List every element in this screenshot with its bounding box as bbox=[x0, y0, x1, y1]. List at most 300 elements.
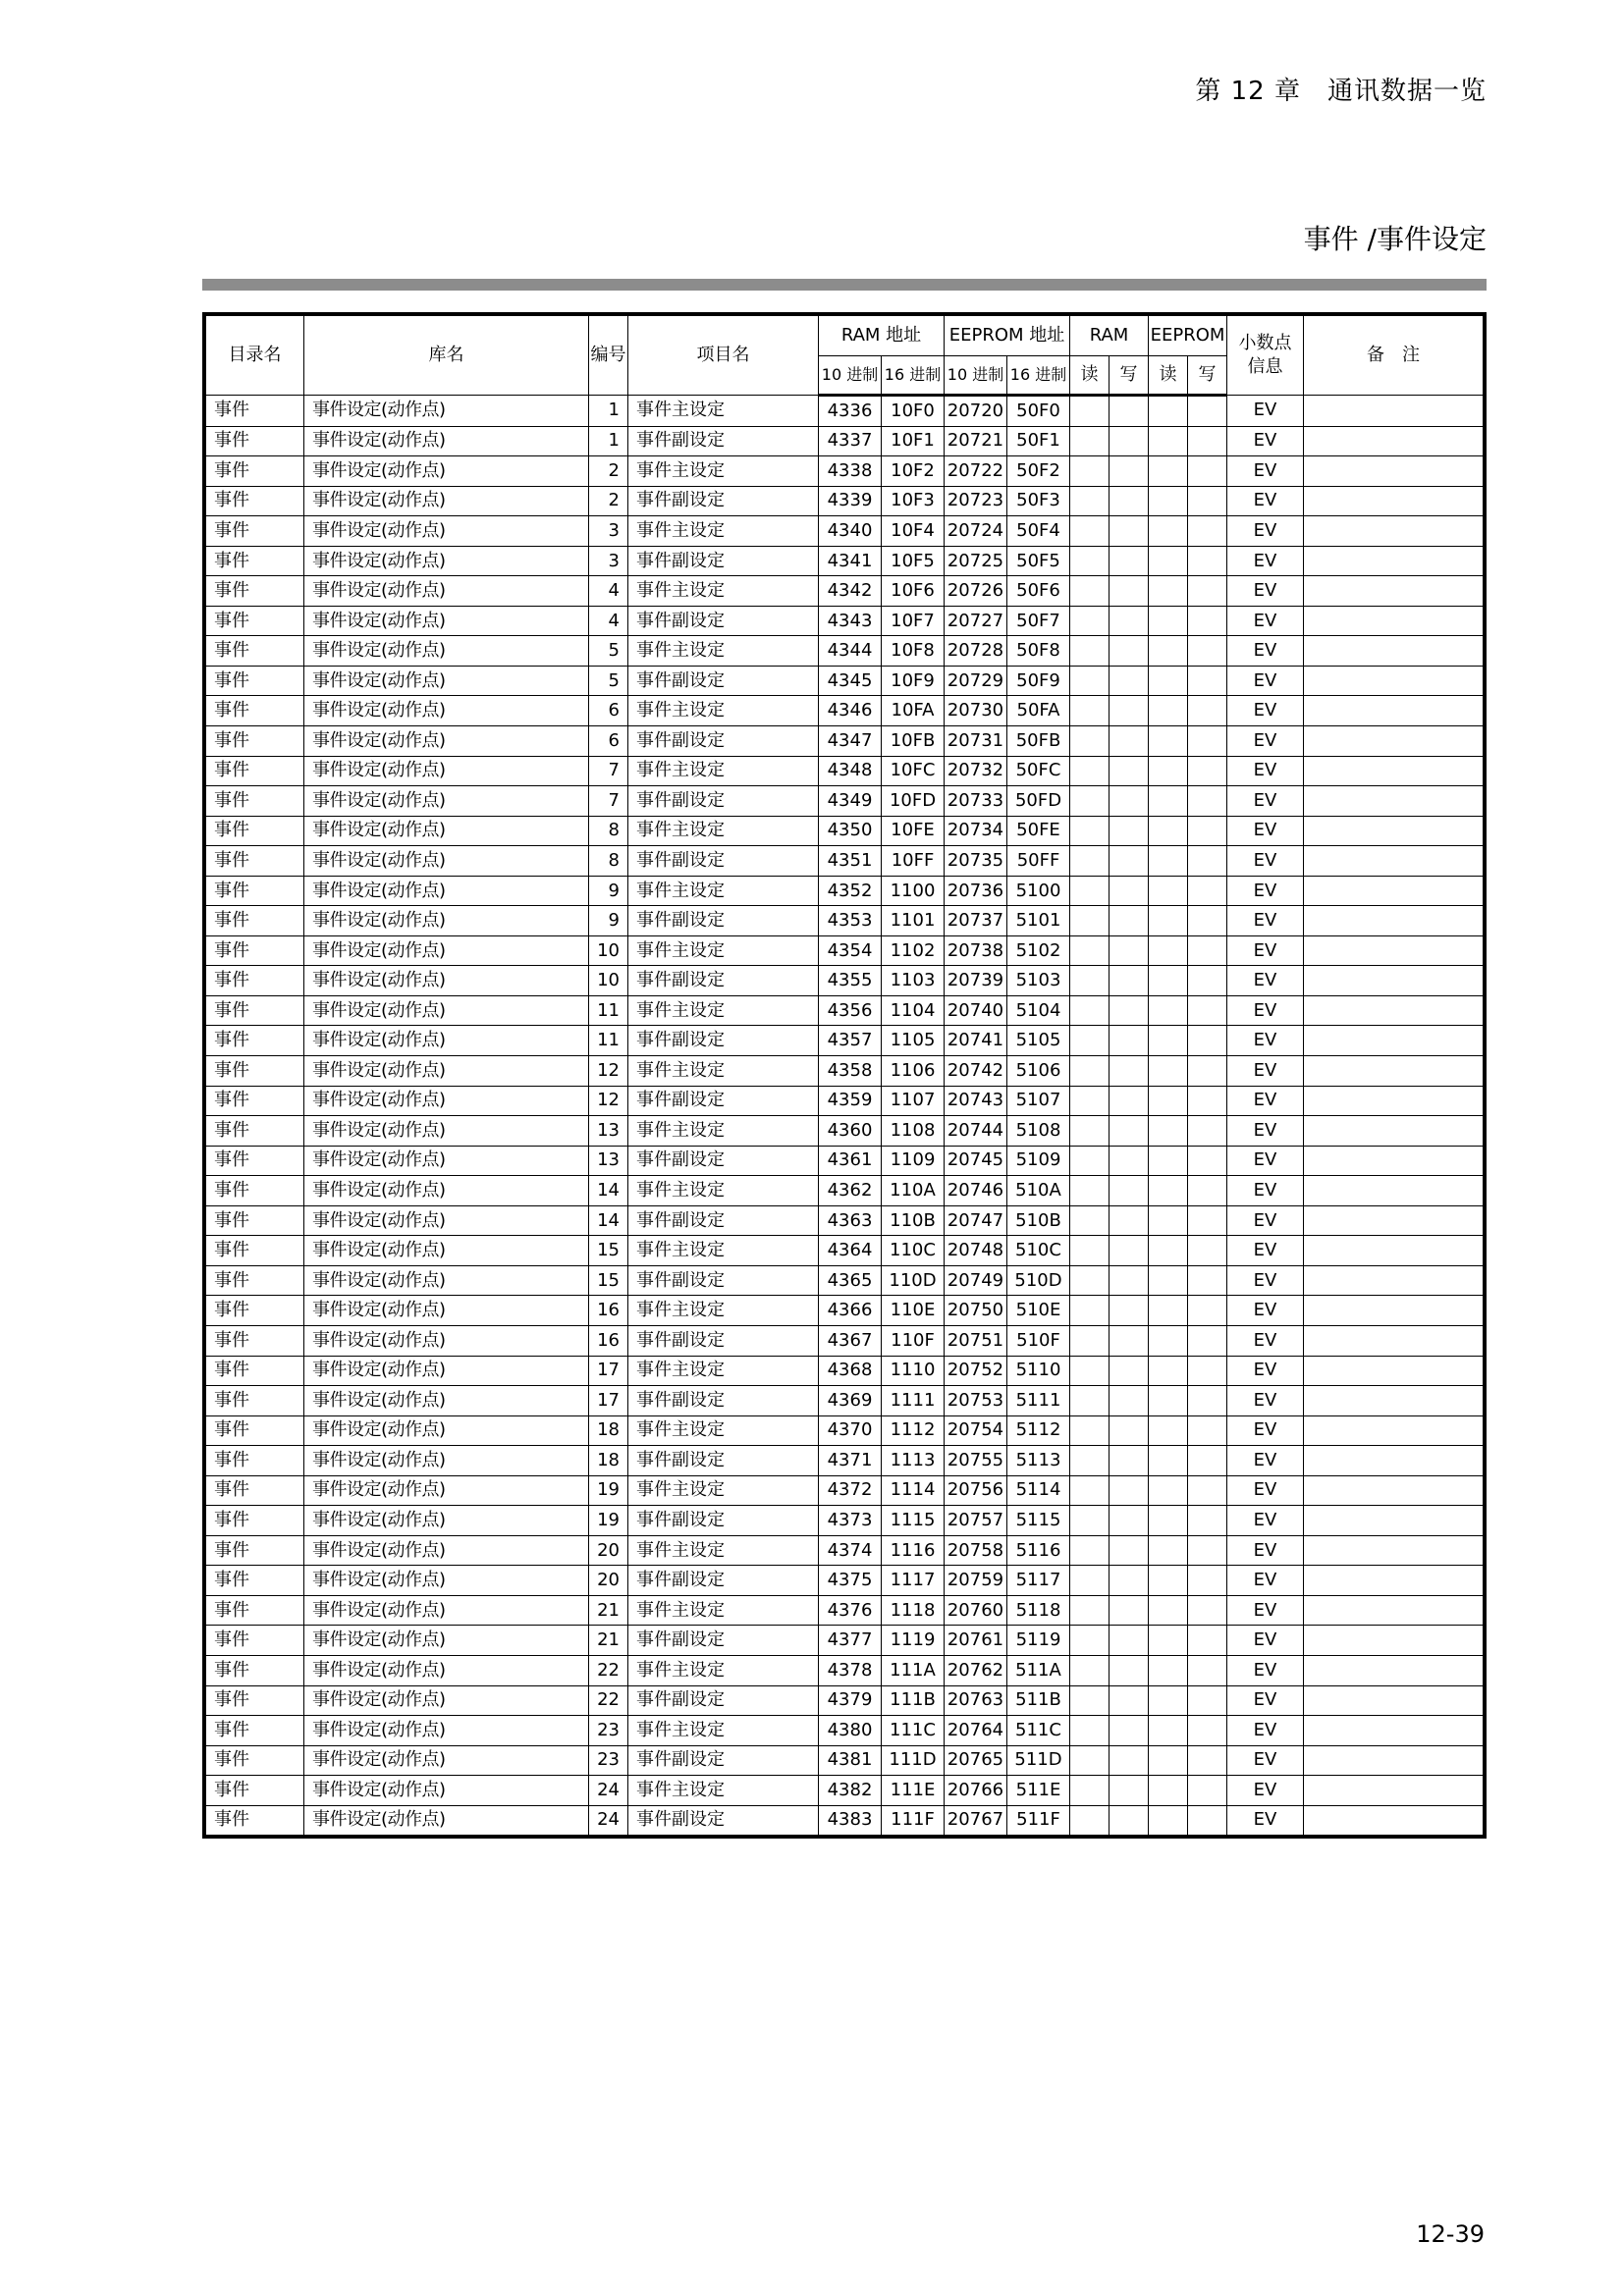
cell-catalog: 事件 bbox=[206, 1776, 304, 1806]
cell-eeprom-hex: 5112 bbox=[1007, 1415, 1070, 1446]
cell-eeprom-hex: 5115 bbox=[1007, 1506, 1070, 1536]
cell-ram-dec: 4355 bbox=[819, 966, 882, 996]
cell-item: 事件副设定 bbox=[628, 1566, 819, 1596]
cell-decimal-info: EV bbox=[1227, 1325, 1304, 1356]
cell-ram-read bbox=[1070, 426, 1110, 456]
table-row bbox=[206, 1535, 1484, 1566]
cell-catalog: 事件 bbox=[206, 576, 304, 607]
cell-catalog: 事件 bbox=[206, 786, 304, 817]
cell-eeprom-read bbox=[1149, 1446, 1188, 1476]
cell-remark bbox=[1304, 1446, 1484, 1476]
cell-library: 事件设定(动作点) bbox=[304, 1566, 589, 1596]
cell-eeprom-read bbox=[1149, 906, 1188, 936]
cell-ram-read bbox=[1070, 1146, 1110, 1176]
cell-ram-dec: 4367 bbox=[819, 1325, 882, 1356]
cell-remark bbox=[1304, 1205, 1484, 1236]
cell-ram-read bbox=[1070, 1506, 1110, 1536]
cell-eeprom-read bbox=[1149, 1566, 1188, 1596]
cell-catalog: 事件 bbox=[206, 696, 304, 726]
cell-eeprom-write bbox=[1188, 576, 1227, 607]
table-row bbox=[206, 1146, 1484, 1176]
cell-decimal-info: EV bbox=[1227, 546, 1304, 576]
cell-eeprom-read bbox=[1149, 816, 1188, 846]
cell-ram-read bbox=[1070, 726, 1110, 757]
cell-eeprom-hex: 510C bbox=[1007, 1236, 1070, 1266]
cell-ram-read bbox=[1070, 876, 1110, 906]
cell-eeprom-write bbox=[1188, 426, 1227, 456]
cell-eeprom-dec: 20721 bbox=[945, 426, 1007, 456]
cell-ram-write bbox=[1110, 1415, 1149, 1446]
cell-eeprom-write bbox=[1188, 1265, 1227, 1296]
cell-remark bbox=[1304, 1566, 1484, 1596]
cell-ram-dec: 4341 bbox=[819, 546, 882, 576]
cell-library: 事件设定(动作点) bbox=[304, 966, 589, 996]
cell-eeprom-read bbox=[1149, 396, 1188, 427]
cell-ram-read bbox=[1070, 786, 1110, 817]
cell-item: 事件主设定 bbox=[628, 1475, 819, 1506]
cell-item: 事件副设定 bbox=[628, 966, 819, 996]
cell-eeprom-write bbox=[1188, 1146, 1227, 1176]
cell-item: 事件主设定 bbox=[628, 816, 819, 846]
cell-ram-read bbox=[1070, 1116, 1110, 1147]
table-row bbox=[206, 486, 1484, 516]
cell-decimal-info: EV bbox=[1227, 396, 1304, 427]
cell-catalog: 事件 bbox=[206, 1265, 304, 1296]
cell-eeprom-read bbox=[1149, 1415, 1188, 1446]
cell-eeprom-read bbox=[1149, 1386, 1188, 1416]
cell-ram-write bbox=[1110, 1805, 1149, 1836]
cell-decimal-info: EV bbox=[1227, 486, 1304, 516]
cell-library: 事件设定(动作点) bbox=[304, 816, 589, 846]
cell-remark bbox=[1304, 1655, 1484, 1685]
cell-ram-dec: 4371 bbox=[819, 1446, 882, 1476]
cell-eeprom-dec: 20733 bbox=[945, 786, 1007, 817]
cell-decimal-info: EV bbox=[1227, 846, 1304, 877]
cell-ram-write bbox=[1110, 1026, 1149, 1056]
cell-catalog: 事件 bbox=[206, 486, 304, 516]
cell-number: 10 bbox=[589, 935, 628, 966]
cell-decimal-info: EV bbox=[1227, 1716, 1304, 1746]
cell-eeprom-read bbox=[1149, 1296, 1188, 1326]
cell-remark bbox=[1304, 906, 1484, 936]
cell-ram-read bbox=[1070, 966, 1110, 996]
cell-eeprom-dec: 20767 bbox=[945, 1805, 1007, 1836]
cell-ram-dec: 4345 bbox=[819, 666, 882, 696]
cell-ram-hex: 110D bbox=[882, 1265, 945, 1296]
cell-item: 事件主设定 bbox=[628, 456, 819, 487]
cell-eeprom-hex: 50F6 bbox=[1007, 576, 1070, 607]
cell-library: 事件设定(动作点) bbox=[304, 1655, 589, 1685]
cell-ram-hex: 111B bbox=[882, 1685, 945, 1716]
cell-eeprom-read bbox=[1149, 1356, 1188, 1386]
table-row bbox=[206, 816, 1484, 846]
cell-eeprom-hex: 50FA bbox=[1007, 696, 1070, 726]
cell-decimal-info: EV bbox=[1227, 1626, 1304, 1656]
cell-decimal-info: EV bbox=[1227, 1236, 1304, 1266]
cell-item: 事件副设定 bbox=[628, 1265, 819, 1296]
cell-catalog: 事件 bbox=[206, 1566, 304, 1596]
cell-eeprom-dec: 20742 bbox=[945, 1056, 1007, 1087]
cell-number: 4 bbox=[589, 606, 628, 636]
table-row bbox=[206, 1116, 1484, 1147]
cell-ram-read bbox=[1070, 1626, 1110, 1656]
cell-catalog: 事件 bbox=[206, 876, 304, 906]
table-row bbox=[206, 1356, 1484, 1386]
cell-decimal-info: EV bbox=[1227, 1205, 1304, 1236]
cell-eeprom-hex: 50F0 bbox=[1007, 396, 1070, 427]
cell-catalog: 事件 bbox=[206, 1745, 304, 1776]
cell-item: 事件主设定 bbox=[628, 516, 819, 547]
cell-ram-write bbox=[1110, 1146, 1149, 1176]
cell-ram-read bbox=[1070, 1236, 1110, 1266]
cell-eeprom-hex: 511A bbox=[1007, 1655, 1070, 1685]
cell-library: 事件设定(动作点) bbox=[304, 1745, 589, 1776]
cell-library: 事件设定(动作点) bbox=[304, 546, 589, 576]
cell-catalog: 事件 bbox=[206, 1296, 304, 1326]
cell-catalog: 事件 bbox=[206, 1506, 304, 1536]
cell-eeprom-read bbox=[1149, 516, 1188, 547]
table-header bbox=[206, 316, 1484, 396]
cell-ram-hex: 1110 bbox=[882, 1356, 945, 1386]
cell-library: 事件设定(动作点) bbox=[304, 1146, 589, 1176]
cell-library: 事件设定(动作点) bbox=[304, 1086, 589, 1116]
cell-ram-hex: 1112 bbox=[882, 1415, 945, 1446]
cell-eeprom-dec: 20724 bbox=[945, 516, 1007, 547]
cell-remark bbox=[1304, 426, 1484, 456]
table-row bbox=[206, 846, 1484, 877]
cell-ram-dec: 4358 bbox=[819, 1056, 882, 1087]
cell-ram-read bbox=[1070, 1056, 1110, 1087]
cell-library: 事件设定(动作点) bbox=[304, 576, 589, 607]
cell-eeprom-hex: 5107 bbox=[1007, 1086, 1070, 1116]
cell-eeprom-read bbox=[1149, 1265, 1188, 1296]
cell-eeprom-dec: 20764 bbox=[945, 1716, 1007, 1746]
cell-item: 事件副设定 bbox=[628, 1146, 819, 1176]
cell-catalog: 事件 bbox=[206, 1236, 304, 1266]
cell-ram-write bbox=[1110, 1685, 1149, 1716]
cell-item: 事件副设定 bbox=[628, 1026, 819, 1056]
cell-decimal-info: EV bbox=[1227, 1415, 1304, 1446]
cell-library: 事件设定(动作点) bbox=[304, 846, 589, 877]
cell-library: 事件设定(动作点) bbox=[304, 876, 589, 906]
cell-remark bbox=[1304, 1745, 1484, 1776]
cell-remark bbox=[1304, 486, 1484, 516]
cell-eeprom-read bbox=[1149, 1805, 1188, 1836]
cell-number: 3 bbox=[589, 516, 628, 547]
cell-item: 事件副设定 bbox=[628, 426, 819, 456]
cell-ram-hex: 110E bbox=[882, 1296, 945, 1326]
cell-eeprom-hex: 5102 bbox=[1007, 935, 1070, 966]
cell-eeprom-read bbox=[1149, 786, 1188, 817]
cell-ram-write bbox=[1110, 1475, 1149, 1506]
cell-eeprom-write bbox=[1188, 1026, 1227, 1056]
cell-eeprom-hex: 50F3 bbox=[1007, 486, 1070, 516]
cell-ram-write bbox=[1110, 846, 1149, 877]
table-row bbox=[206, 1296, 1484, 1326]
cell-eeprom-read bbox=[1149, 1176, 1188, 1206]
cell-eeprom-dec: 20725 bbox=[945, 546, 1007, 576]
table-row bbox=[206, 1176, 1484, 1206]
cell-remark bbox=[1304, 1116, 1484, 1147]
header-eeprom-hex: 16 进制 bbox=[1007, 356, 1070, 396]
cell-ram-hex: 10FF bbox=[882, 846, 945, 877]
cell-eeprom-read bbox=[1149, 1506, 1188, 1536]
cell-ram-hex: 10F4 bbox=[882, 516, 945, 547]
cell-remark bbox=[1304, 546, 1484, 576]
cell-eeprom-read bbox=[1149, 1146, 1188, 1176]
cell-library: 事件设定(动作点) bbox=[304, 1056, 589, 1087]
cell-ram-dec: 4372 bbox=[819, 1475, 882, 1506]
cell-eeprom-read bbox=[1149, 756, 1188, 786]
cell-eeprom-hex: 5118 bbox=[1007, 1595, 1070, 1626]
cell-ram-read bbox=[1070, 396, 1110, 427]
cell-eeprom-read bbox=[1149, 995, 1188, 1026]
cell-ram-read bbox=[1070, 666, 1110, 696]
table-row bbox=[206, 576, 1484, 607]
cell-eeprom-write bbox=[1188, 1116, 1227, 1147]
cell-ram-write bbox=[1110, 606, 1149, 636]
cell-ram-read bbox=[1070, 1386, 1110, 1416]
cell-number: 13 bbox=[589, 1116, 628, 1147]
cell-ram-dec: 4369 bbox=[819, 1386, 882, 1416]
cell-eeprom-write bbox=[1188, 1415, 1227, 1446]
cell-eeprom-write bbox=[1188, 456, 1227, 487]
cell-library: 事件设定(动作点) bbox=[304, 1475, 589, 1506]
cell-ram-read bbox=[1070, 1026, 1110, 1056]
cell-catalog: 事件 bbox=[206, 726, 304, 757]
cell-library: 事件设定(动作点) bbox=[304, 1265, 589, 1296]
cell-number: 17 bbox=[589, 1356, 628, 1386]
cell-library: 事件设定(动作点) bbox=[304, 995, 589, 1026]
cell-catalog: 事件 bbox=[206, 636, 304, 667]
cell-decimal-info: EV bbox=[1227, 1176, 1304, 1206]
cell-eeprom-dec: 20753 bbox=[945, 1386, 1007, 1416]
cell-ram-hex: 10FE bbox=[882, 816, 945, 846]
cell-ram-hex: 1104 bbox=[882, 995, 945, 1026]
cell-remark bbox=[1304, 396, 1484, 427]
table-row bbox=[206, 1595, 1484, 1626]
cell-catalog: 事件 bbox=[206, 396, 304, 427]
cell-catalog: 事件 bbox=[206, 1535, 304, 1566]
cell-ram-dec: 4370 bbox=[819, 1415, 882, 1446]
cell-item: 事件副设定 bbox=[628, 486, 819, 516]
cell-eeprom-hex: 5110 bbox=[1007, 1356, 1070, 1386]
cell-decimal-info: EV bbox=[1227, 995, 1304, 1026]
cell-remark bbox=[1304, 935, 1484, 966]
cell-ram-write bbox=[1110, 1086, 1149, 1116]
cell-ram-dec: 4374 bbox=[819, 1535, 882, 1566]
cell-ram-dec: 4364 bbox=[819, 1236, 882, 1266]
cell-item: 事件主设定 bbox=[628, 1116, 819, 1147]
cell-item: 事件主设定 bbox=[628, 876, 819, 906]
cell-catalog: 事件 bbox=[206, 666, 304, 696]
cell-eeprom-write bbox=[1188, 1176, 1227, 1206]
cell-eeprom-read bbox=[1149, 696, 1188, 726]
table-row bbox=[206, 1265, 1484, 1296]
header-eeprom-dec: 10 进制 bbox=[945, 356, 1007, 396]
cell-eeprom-dec: 20738 bbox=[945, 935, 1007, 966]
cell-remark bbox=[1304, 1805, 1484, 1836]
cell-ram-hex: 10F0 bbox=[882, 396, 945, 427]
cell-ram-write bbox=[1110, 1595, 1149, 1626]
cell-ram-dec: 4343 bbox=[819, 606, 882, 636]
cell-eeprom-write bbox=[1188, 1205, 1227, 1236]
cell-ram-hex: 110C bbox=[882, 1236, 945, 1266]
cell-number: 2 bbox=[589, 486, 628, 516]
cell-ram-hex: 1118 bbox=[882, 1595, 945, 1626]
cell-eeprom-write bbox=[1188, 1236, 1227, 1266]
cell-item: 事件主设定 bbox=[628, 1356, 819, 1386]
cell-decimal-info: EV bbox=[1227, 1745, 1304, 1776]
cell-ram-write bbox=[1110, 486, 1149, 516]
cell-eeprom-hex: 5103 bbox=[1007, 966, 1070, 996]
cell-library: 事件设定(动作点) bbox=[304, 1776, 589, 1806]
cell-eeprom-write bbox=[1188, 1296, 1227, 1326]
cell-remark bbox=[1304, 606, 1484, 636]
table-row bbox=[206, 756, 1484, 786]
cell-item: 事件副设定 bbox=[628, 546, 819, 576]
cell-number: 9 bbox=[589, 906, 628, 936]
cell-catalog: 事件 bbox=[206, 1386, 304, 1416]
cell-ram-hex: 1108 bbox=[882, 1116, 945, 1147]
cell-catalog: 事件 bbox=[206, 516, 304, 547]
cell-decimal-info: EV bbox=[1227, 1685, 1304, 1716]
cell-item: 事件副设定 bbox=[628, 1086, 819, 1116]
cell-number: 23 bbox=[589, 1745, 628, 1776]
cell-eeprom-read bbox=[1149, 606, 1188, 636]
cell-eeprom-read bbox=[1149, 1716, 1188, 1746]
cell-eeprom-dec: 20760 bbox=[945, 1595, 1007, 1626]
cell-number: 22 bbox=[589, 1655, 628, 1685]
cell-ram-hex: 111E bbox=[882, 1776, 945, 1806]
section-title: 事件 /事件设定 bbox=[1303, 223, 1487, 255]
cell-catalog: 事件 bbox=[206, 846, 304, 877]
cell-ram-read bbox=[1070, 1595, 1110, 1626]
cell-eeprom-hex: 5117 bbox=[1007, 1566, 1070, 1596]
cell-eeprom-read bbox=[1149, 1325, 1188, 1356]
table-row bbox=[206, 666, 1484, 696]
cell-eeprom-write bbox=[1188, 1805, 1227, 1836]
cell-eeprom-write bbox=[1188, 666, 1227, 696]
cell-library: 事件设定(动作点) bbox=[304, 426, 589, 456]
cell-catalog: 事件 bbox=[206, 606, 304, 636]
cell-ram-hex: 10F7 bbox=[882, 606, 945, 636]
cell-library: 事件设定(动作点) bbox=[304, 456, 589, 487]
cell-eeprom-read bbox=[1149, 486, 1188, 516]
cell-eeprom-dec: 20729 bbox=[945, 666, 1007, 696]
cell-ram-dec: 4366 bbox=[819, 1296, 882, 1326]
cell-decimal-info: EV bbox=[1227, 1386, 1304, 1416]
cell-eeprom-write bbox=[1188, 1776, 1227, 1806]
cell-eeprom-dec: 20766 bbox=[945, 1776, 1007, 1806]
cell-catalog: 事件 bbox=[206, 1685, 304, 1716]
cell-number: 12 bbox=[589, 1086, 628, 1116]
cell-decimal-info: EV bbox=[1227, 726, 1304, 757]
table-row bbox=[206, 456, 1484, 487]
cell-eeprom-hex: 50FD bbox=[1007, 786, 1070, 817]
header-eeprom-write: 写 bbox=[1188, 356, 1227, 396]
cell-catalog: 事件 bbox=[206, 935, 304, 966]
table-row bbox=[206, 1805, 1484, 1836]
cell-ram-read bbox=[1070, 816, 1110, 846]
cell-eeprom-hex: 5116 bbox=[1007, 1535, 1070, 1566]
cell-item: 事件主设定 bbox=[628, 1236, 819, 1266]
cell-ram-write bbox=[1110, 935, 1149, 966]
cell-eeprom-dec: 20723 bbox=[945, 486, 1007, 516]
cell-library: 事件设定(动作点) bbox=[304, 1626, 589, 1656]
table-row bbox=[206, 516, 1484, 547]
header-ram-hex: 16 进制 bbox=[882, 356, 945, 396]
cell-ram-dec: 4380 bbox=[819, 1716, 882, 1746]
cell-library: 事件设定(动作点) bbox=[304, 486, 589, 516]
cell-ram-hex: 1103 bbox=[882, 966, 945, 996]
cell-ram-write bbox=[1110, 1655, 1149, 1685]
table-row bbox=[206, 696, 1484, 726]
cell-eeprom-dec: 20746 bbox=[945, 1176, 1007, 1206]
cell-eeprom-read bbox=[1149, 1056, 1188, 1087]
header-decimal-info: 小数点 信息 bbox=[1227, 316, 1304, 396]
table-row bbox=[206, 1776, 1484, 1806]
cell-remark bbox=[1304, 1086, 1484, 1116]
cell-ram-read bbox=[1070, 1265, 1110, 1296]
cell-ram-hex: 10F6 bbox=[882, 576, 945, 607]
cell-ram-write bbox=[1110, 636, 1149, 667]
cell-eeprom-write bbox=[1188, 516, 1227, 547]
table-row bbox=[206, 1236, 1484, 1266]
cell-item: 事件主设定 bbox=[628, 756, 819, 786]
header-remark: 备 注 bbox=[1304, 316, 1484, 396]
cell-eeprom-write bbox=[1188, 726, 1227, 757]
cell-decimal-info: EV bbox=[1227, 1506, 1304, 1536]
cell-eeprom-dec: 20756 bbox=[945, 1475, 1007, 1506]
cell-ram-hex: 10F3 bbox=[882, 486, 945, 516]
cell-eeprom-dec: 20763 bbox=[945, 1685, 1007, 1716]
cell-remark bbox=[1304, 1056, 1484, 1087]
cell-ram-write bbox=[1110, 1205, 1149, 1236]
cell-eeprom-dec: 20759 bbox=[945, 1566, 1007, 1596]
cell-library: 事件设定(动作点) bbox=[304, 666, 589, 696]
cell-eeprom-hex: 50FF bbox=[1007, 846, 1070, 877]
cell-remark bbox=[1304, 786, 1484, 817]
cell-number: 8 bbox=[589, 846, 628, 877]
cell-library: 事件设定(动作点) bbox=[304, 1026, 589, 1056]
cell-eeprom-hex: 5113 bbox=[1007, 1446, 1070, 1476]
cell-catalog: 事件 bbox=[206, 1626, 304, 1656]
cell-ram-read bbox=[1070, 1566, 1110, 1596]
cell-eeprom-dec: 20739 bbox=[945, 966, 1007, 996]
cell-ram-write bbox=[1110, 666, 1149, 696]
cell-eeprom-write bbox=[1188, 546, 1227, 576]
cell-ram-read bbox=[1070, 1086, 1110, 1116]
cell-catalog: 事件 bbox=[206, 1716, 304, 1746]
cell-number: 14 bbox=[589, 1176, 628, 1206]
cell-ram-dec: 4350 bbox=[819, 816, 882, 846]
cell-eeprom-hex: 50F8 bbox=[1007, 636, 1070, 667]
cell-ram-hex: 111C bbox=[882, 1716, 945, 1746]
cell-item: 事件主设定 bbox=[628, 995, 819, 1026]
cell-library: 事件设定(动作点) bbox=[304, 935, 589, 966]
cell-item: 事件副设定 bbox=[628, 726, 819, 757]
cell-library: 事件设定(动作点) bbox=[304, 516, 589, 547]
cell-eeprom-write bbox=[1188, 966, 1227, 996]
table-row bbox=[206, 995, 1484, 1026]
cell-remark bbox=[1304, 1595, 1484, 1626]
cell-ram-dec: 4339 bbox=[819, 486, 882, 516]
cell-eeprom-hex: 511D bbox=[1007, 1745, 1070, 1776]
cell-item: 事件副设定 bbox=[628, 1205, 819, 1236]
cell-eeprom-read bbox=[1149, 576, 1188, 607]
cell-library: 事件设定(动作点) bbox=[304, 1356, 589, 1386]
